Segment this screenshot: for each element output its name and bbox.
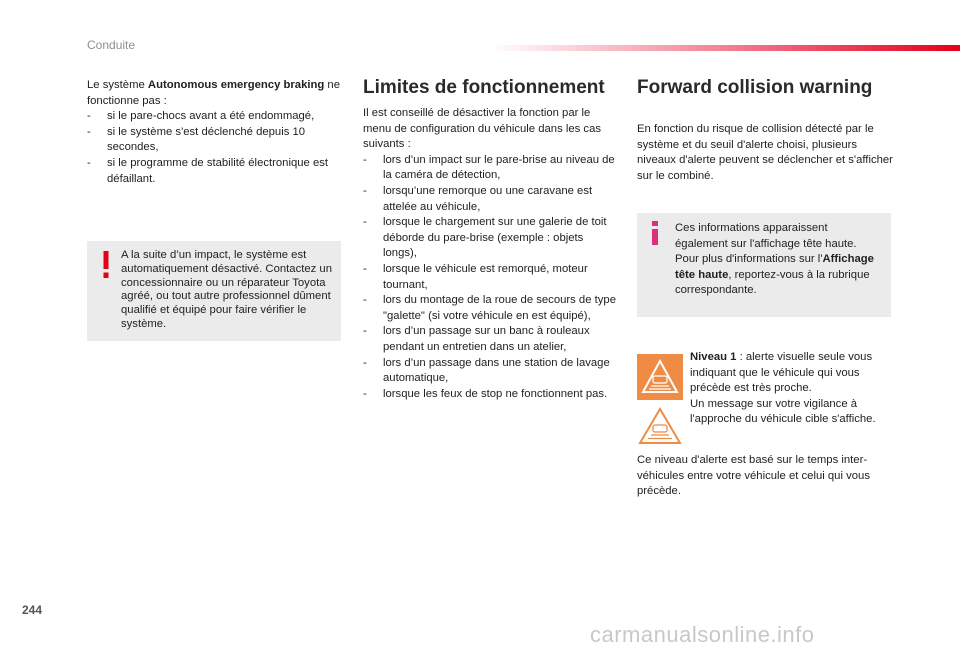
page-number: 244 xyxy=(22,603,43,617)
aeb-conditions-list xyxy=(87,109,342,187)
collision-warning-filled-icon xyxy=(637,354,683,400)
list-item: - si le programme de stabilité électronique est défaillant. xyxy=(87,156,342,187)
list-item: - lors d’un passage sur un banc à rouleaux pendant un entretien dans un atelier, xyxy=(363,324,618,355)
column-aeb-limits xyxy=(87,78,342,187)
list-item: - lorsque les feux de stop ne fonctionnent pas. xyxy=(363,387,618,403)
level-description: Niveau 1 : alerte visuelle seule vous indiquant que le véhicule qui vous précède est très proche. Un message sur votre vigilance à l'approche du véhicule cible s'affiche. xyxy=(690,351,876,426)
limits-intro: Il est conseillé de désactiver la fonction par le menu de configuration du véhicule dans les cas suivants : xyxy=(363,107,602,151)
list-item: - si le pare-chocs avant a été endommagé, xyxy=(87,109,342,125)
list-item: - lorsque le véhicule est remorqué, moteur tournant, xyxy=(363,262,618,293)
alert-icons xyxy=(637,354,683,446)
info-icon xyxy=(647,221,663,245)
list-item: - lors du montage de la roue de secours de type "galette" (si votre véhicule en est équipé), xyxy=(363,293,618,324)
list-item: - si le système s'est déclenché depuis 10 secondes, xyxy=(87,125,342,156)
collision-warning-outline-icon xyxy=(637,406,683,446)
warning-text: A la suite d’un impact, le système est automatiquement désactivé. Contactez un concessionnaire ou un réparateur Toyota agréé, ou tout autre professionnel dûment qualifié et équipé pour faire vérifier le système. xyxy=(121,249,333,330)
exclamation-icon xyxy=(99,251,113,279)
level-footer-text: Ce niveau d'alerte est basé sur le temps inter-véhicules entre votre véhicule et celui qui vous précède. xyxy=(637,454,870,498)
level-label: Niveau 1 xyxy=(690,351,737,363)
info-text: Ces informations apparaissent également sur l'affichage tête haute. Pour plus d'informations sur l'Affichage tête haute, reportez-vous à la rubrique correspondante. xyxy=(675,222,874,297)
header-accent-bar xyxy=(490,45,960,51)
info-box xyxy=(637,213,891,317)
section-title: Forward collision warning xyxy=(637,77,873,98)
column-forward-collision-warning xyxy=(637,76,893,184)
column-operating-limits xyxy=(363,76,618,402)
limits-list xyxy=(363,153,618,403)
section-title: Limites de fonctionnement xyxy=(363,77,605,98)
watermark: carmanualsonline.info xyxy=(590,622,815,647)
list-item: - lors d’un passage dans une station de lavage automatique, xyxy=(363,356,618,387)
list-item: - lorsqu’une remorque ou une caravane est attelée au véhicule, xyxy=(363,184,618,215)
list-item: - lorsque le chargement sur une galerie de toit déborde du pare-brise (exemple : objets longs), xyxy=(363,215,618,262)
section-header: Conduite xyxy=(87,38,136,52)
warning-box xyxy=(87,241,341,341)
fcw-intro: En fonction du risque de collision détecté par le système et du seuil d'alerte choisi, plusieurs niveaux d'alerte peuvent se déclencher et s'afficher sur le combiné. xyxy=(637,123,893,182)
aeb-system-name: Autonomous emergency braking xyxy=(147,79,325,91)
list-item: - lors d’un impact sur le pare-brise au niveau de la caméra de détection, xyxy=(363,153,618,184)
aeb-intro: Le système Autonomous emergency braking ne fonctionne pas : xyxy=(87,79,341,107)
